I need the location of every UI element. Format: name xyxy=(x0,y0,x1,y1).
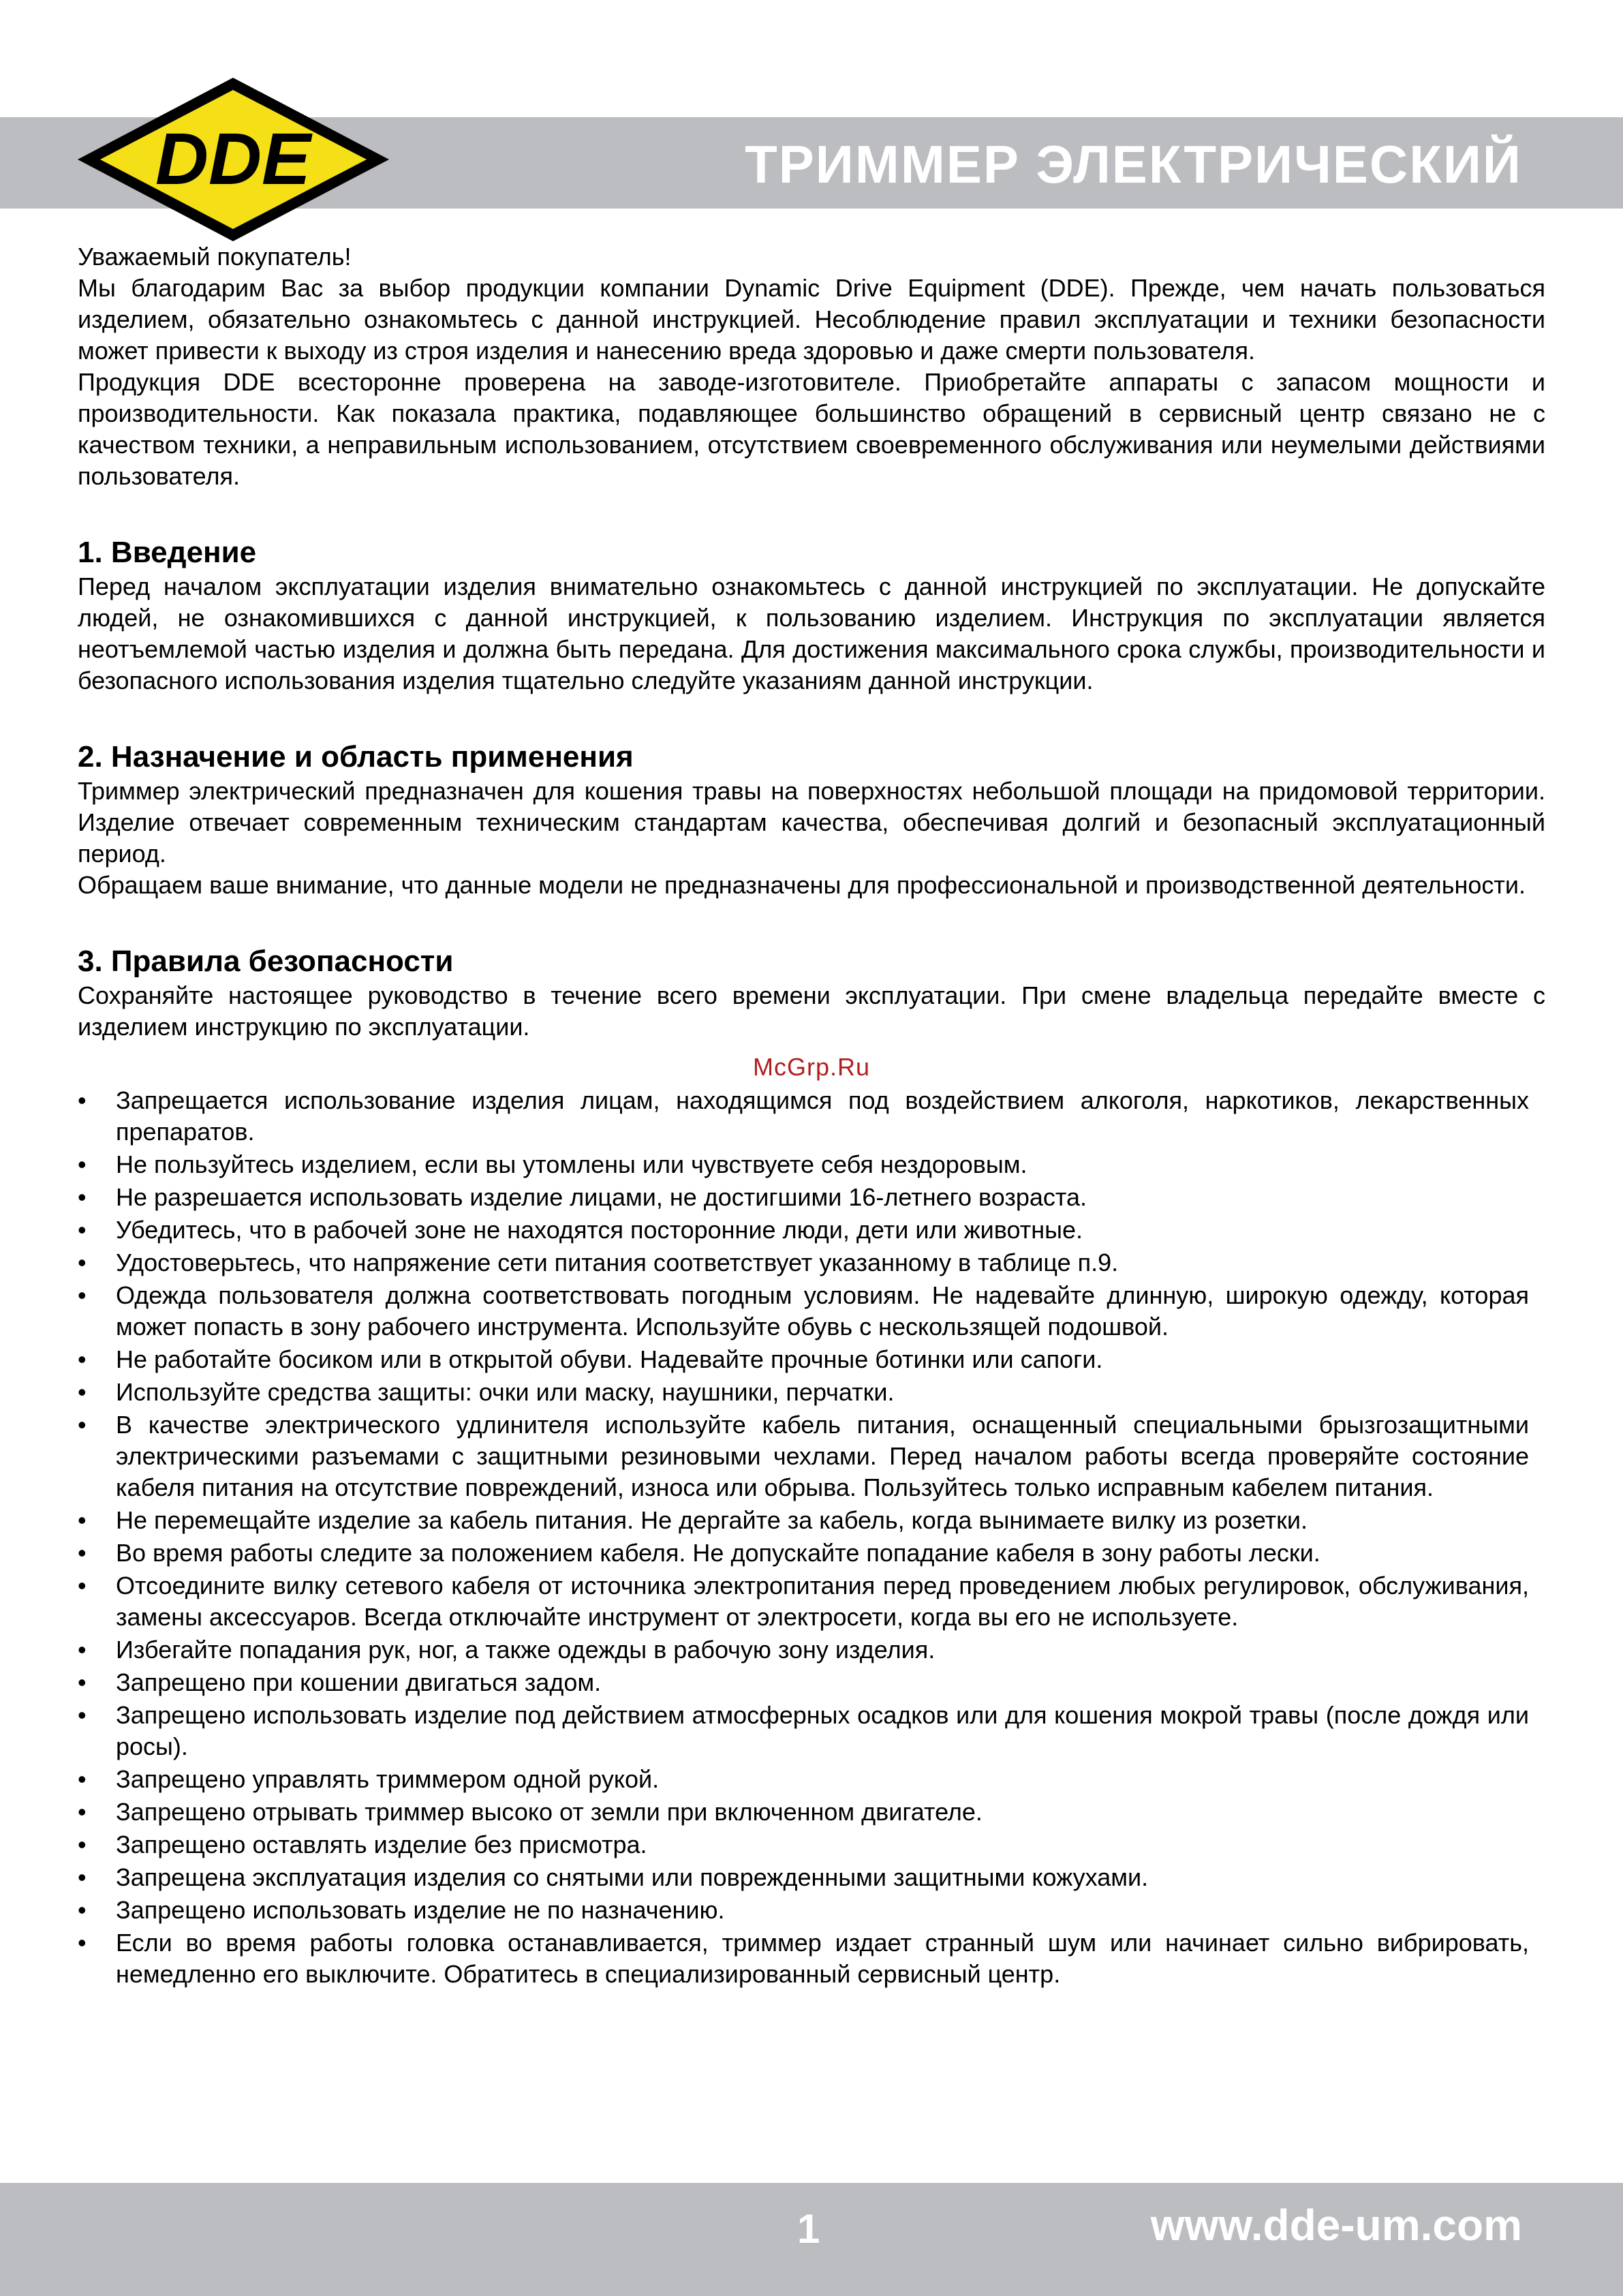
page-title: ТРИММЕР ЭЛЕКТРИЧЕСКИЙ xyxy=(745,134,1522,194)
section-paragraph: Обращаем ваше внимание, что данные модели не предназначены для профессиональной и производственной деятельности. xyxy=(78,871,1526,899)
list-item: • Если во время работы головка останавливается, триммер издает странный шум или начинает сильно вибрировать, немедленно его выключите. Обратитесь в специализированный сервисный центр. xyxy=(78,1927,1529,1990)
greeting: Уважаемый покупатель! xyxy=(78,243,352,271)
list-item: • Запрещено использовать изделие не по назначению. xyxy=(78,1895,1529,1926)
logo-text: DDE xyxy=(155,117,311,200)
list-item: • Запрещено отрывать триммер высоко от земли при включенном двигателе. xyxy=(78,1796,1529,1828)
list-item: • Запрещено управлять триммером одной рукой. xyxy=(78,1764,1529,1795)
list-item: • Не перемещайте изделие за кабель питания. Не дергайте за кабель, когда вынимаете вилку из розетки. xyxy=(78,1505,1529,1536)
watermark: McGrp.Ru xyxy=(752,1053,871,1081)
list-item: • В качестве электрического удлинителя используйте кабель питания, оснащенный специальными брызгозащитными электрическими разъемами с защитными резиновыми чехлами. Перед началом работы всегда проверяйте состояние кабеля питания на отсутствие повреждений, износа или обрыва. Пользуйтесь только исправным кабелем питания. xyxy=(78,1409,1529,1503)
section-heading-introduction: 1. Введение xyxy=(78,536,257,569)
safety-rules-list xyxy=(78,1085,1529,1990)
section-heading-safety: 3. Правила безопасности xyxy=(78,945,454,978)
list-item: • Во время работы следите за положением кабеля. Не допускайте попадание кабеля в зону работы лески. xyxy=(78,1537,1529,1569)
intro-paragraph: Продукция DDE всесторонне проверена на заводе-изготовителе. Приобретайте аппараты с запасом мощности и производительности. Как показала практика, подавляющее большинство обращений в сервисный центр связано не с качеством техники, а неправильным использованием, отсутствием своевременного обслуживания или неумелыми действиями пользователя. xyxy=(78,368,1545,490)
list-item: • Используйте средства защиты: очки или маску, наушники, перчатки. xyxy=(78,1377,1529,1408)
list-item: • Запрещено при кошении двигаться задом. xyxy=(78,1667,1529,1698)
section-paragraph: Сохраняйте настоящее руководство в течение всего времени эксплуатации. При смене владельца передайте вместе с изделием инструкцию по эксплуатации. xyxy=(78,981,1545,1041)
list-item: • Избегайте попадания рук, ног, а также одежды в рабочую зону изделия. xyxy=(78,1634,1529,1666)
list-item: • Запрещено оставлять изделие без присмотра. xyxy=(78,1829,1529,1861)
list-item: • Не пользуйтесь изделием, если вы утомлены или чувствуете себя нездоровым. xyxy=(78,1149,1529,1180)
intro-paragraph: Мы благодарим Вас за выбор продукции компании Dynamic Drive Equipment (DDE). Прежде, чем начать пользоваться изделием, обязательно ознакомьтесь с данной инструкцией. Несоблюдение правил эксплуатации и техники безопасности может привести к выходу из строя изделия и нанесению вреда здоровью и даже смерти пользователя. xyxy=(78,274,1545,365)
list-item: • Не работайте босиком или в открытой обуви. Надевайте прочные ботинки или сапоги. xyxy=(78,1344,1529,1375)
list-item: • Запрещена эксплуатация изделия со снятыми или поврежденными защитными кожухами. xyxy=(78,1862,1529,1893)
section-paragraph: Перед началом эксплуатации изделия внимательно ознакомьтесь с данной инструкцией по эксплуатации. Не допускайте людей, не ознакомившихся с данной инструкцией, к пользованию изделием. Инструкция по эксплуатации является неотъемлемой частью изделия и должна быть передана. Для достижения максимального срока службы, производительности и безопасного использования изделия тщательно следуйте указаниям данной инструкции. xyxy=(78,572,1545,694)
list-item: • Отсоедините вилку сетевого кабеля от источника электропитания перед проведением любых регулировок, обслуживания, замены аксессуаров. Всегда отключайте инструмент от электросети, когда вы его не используете. xyxy=(78,1570,1529,1633)
footer-url: www.dde-um.com xyxy=(1150,2201,1522,2250)
list-item: • Одежда пользователя должна соответствовать погодным условиям. Не надевайте длинную, широкую одежду, которая может попасть в зону рабочего инструмента. Используйте обувь с нескользящей подошвой. xyxy=(78,1280,1529,1343)
list-item: • Удостоверьтесь, что напряжение сети питания соответствует указанному в таблице п.9. xyxy=(78,1247,1529,1279)
section-paragraph: Триммер электрический предназначен для кошения травы на поверхностях небольшой площади на придомовой территории. Изделие отвечает современным техническим стандартам качества, обеспечивая долгий и безопасный эксплуатационный период. xyxy=(78,777,1545,868)
list-item: • Не разрешается использовать изделие лицами, не достигшими 16-летнего возраста. xyxy=(78,1182,1529,1213)
list-item: • Запрещается использование изделия лицам, находящимся под воздействием алкоголя, наркотиков, лекарственных препаратов. xyxy=(78,1085,1529,1148)
list-item: • Запрещено использовать изделие под действием атмосферных осадков или для кошения мокрой травы (после дождя или росы). xyxy=(78,1700,1529,1762)
document-body xyxy=(78,241,1545,1991)
dde-logo xyxy=(75,75,392,244)
page-number: 1 xyxy=(797,2206,820,2252)
list-item: • Убедитесь, что в рабочей зоне не находятся посторонние люди, дети или животные. xyxy=(78,1214,1529,1246)
section-heading-purpose: 2. Назначение и область применения xyxy=(78,740,634,774)
